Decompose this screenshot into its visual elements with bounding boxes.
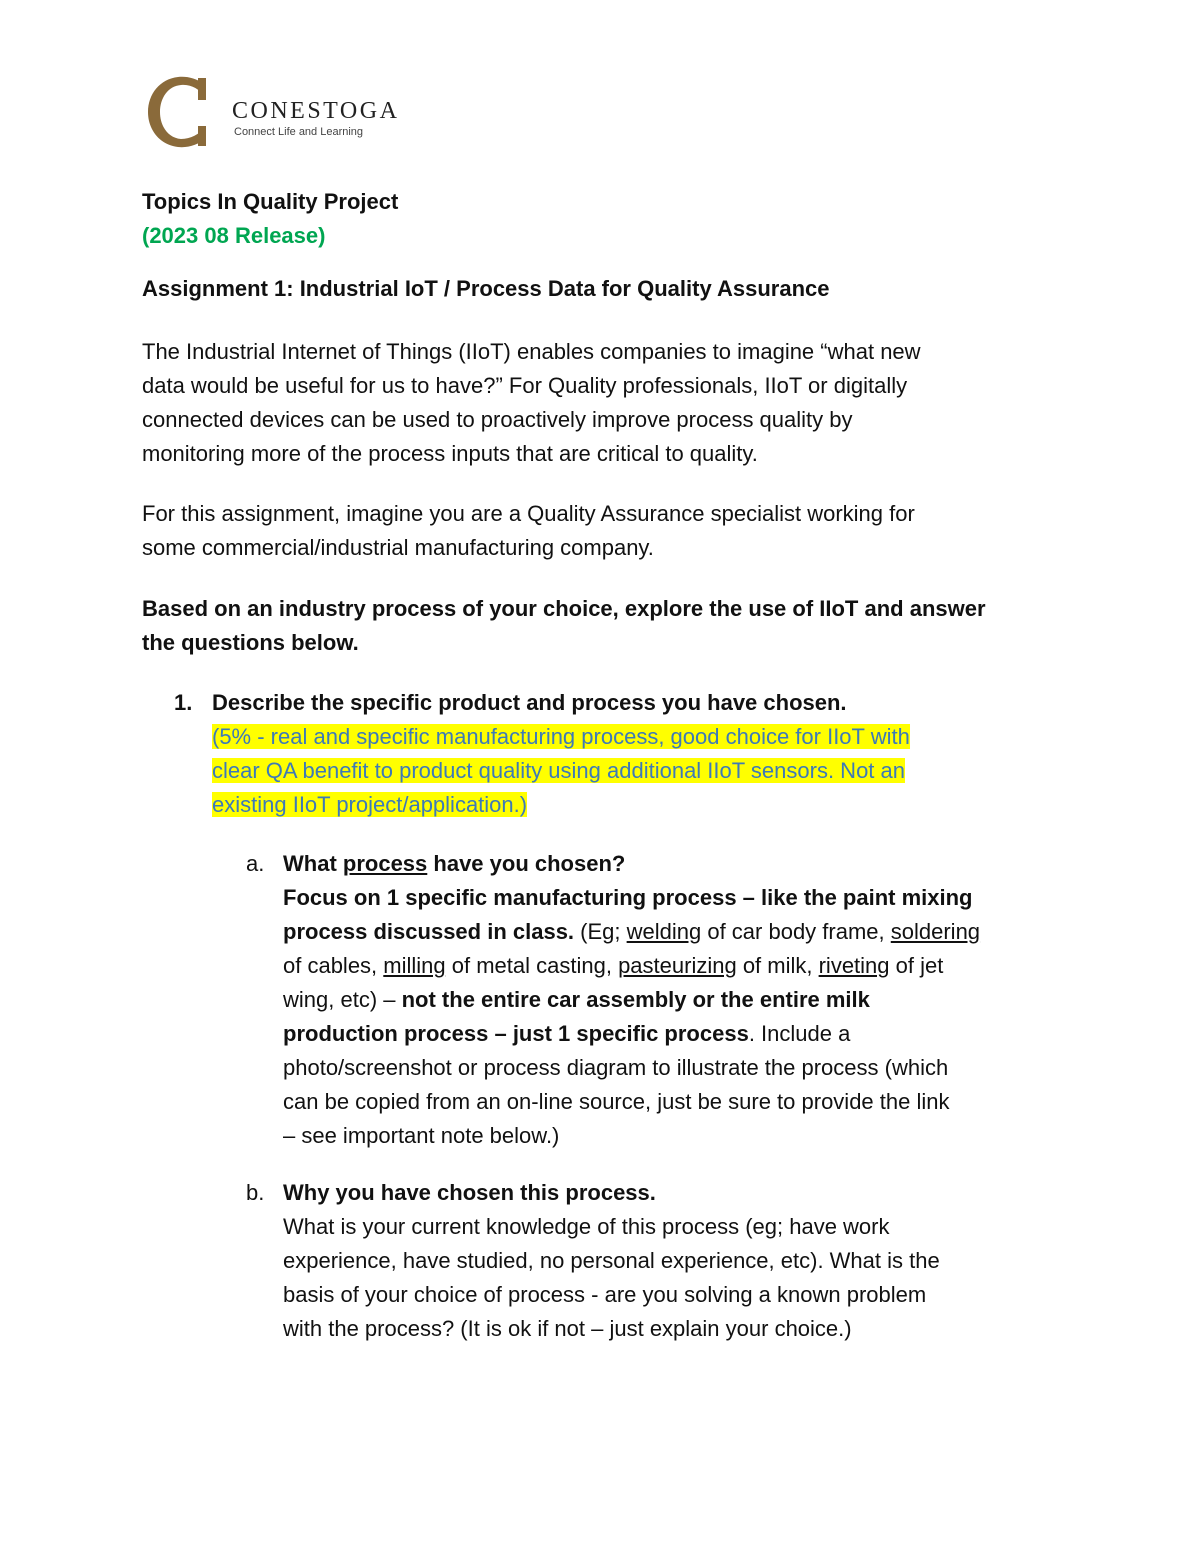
paragraph-line: The Industrial Internet of Things (IIoT) enables companies to imagine “what new bbox=[142, 339, 921, 364]
subitem-a-line: of cables, milling of metal casting, pasteurizing of milk, riveting of jet bbox=[283, 953, 944, 978]
release-label: (2023 08 Release) bbox=[142, 223, 326, 248]
rubric-line: (5% - real and specific manufacturing process, good choice for IIoT with bbox=[212, 724, 910, 749]
subitem-letter-a: a. bbox=[246, 851, 265, 876]
subitem-a-line: can be copied from an on-line source, just be sure to provide the link bbox=[283, 1089, 950, 1114]
logo-tagline: Connect Life and Learning bbox=[234, 126, 364, 138]
subitem-a-line: process discussed in class. (Eg; welding of car body frame, soldering bbox=[283, 919, 981, 944]
paragraph-line: the questions below. bbox=[142, 630, 359, 655]
subitem-letter-b: b. bbox=[246, 1180, 265, 1205]
subitem-a-line: wing, etc) – not the entire car assembly or the entire milk bbox=[283, 987, 870, 1012]
rubric-line: clear QA benefit to product quality using additional IIoT sensors. Not an bbox=[212, 758, 905, 783]
paragraph-line: some commercial/industrial manufacturing company. bbox=[142, 535, 654, 560]
subitem-b-heading: Why you have chosen this process. bbox=[283, 1180, 656, 1205]
subitem-a-heading: What process have you chosen? bbox=[283, 851, 626, 876]
intro-paragraph bbox=[142, 335, 1062, 471]
subitem-b-line: basis of your choice of process - are you solving a known problem bbox=[283, 1282, 927, 1307]
subitem-b-line: with the process? (It is ok if not – just explain your choice.) bbox=[283, 1316, 852, 1341]
assignment-heading: Assignment 1: Industrial IoT / Process Data for Quality Assurance bbox=[142, 276, 830, 301]
paragraph-line: monitoring more of the process inputs that are critical to quality. bbox=[142, 441, 758, 466]
paragraph-line: data would be useful for us to have?” For Quality professionals, IIoT or digitally bbox=[142, 373, 908, 398]
subitem-a bbox=[283, 847, 1063, 1153]
rubric-note bbox=[212, 720, 1032, 822]
subitem-a-line: – see important note below.) bbox=[283, 1123, 560, 1148]
subitem-b-line: experience, have studied, no personal experience, etc). What is the bbox=[283, 1248, 940, 1273]
rubric-line: existing IIoT project/application.) bbox=[212, 792, 528, 817]
paragraph-line: connected devices can be used to proactively improve process quality by bbox=[142, 407, 853, 432]
subitem-a-focus: Focus on 1 specific manufacturing process – like the paint mixing bbox=[283, 885, 973, 910]
conestoga-logo bbox=[146, 76, 416, 150]
question-heading: Describe the specific product and process you have chosen. bbox=[212, 690, 847, 715]
context-paragraph bbox=[142, 497, 1062, 565]
document-title: Topics In Quality Project bbox=[142, 189, 399, 214]
subitem-b-line: What is your current knowledge of this process (eg; have work bbox=[283, 1214, 890, 1239]
conestoga-c-icon bbox=[146, 76, 212, 148]
subitem-b bbox=[283, 1176, 1063, 1346]
subitem-a-line: photo/screenshot or process diagram to illustrate the process (which bbox=[283, 1055, 949, 1080]
paragraph-line: For this assignment, imagine you are a Quality Assurance specialist working for bbox=[142, 501, 915, 526]
instruction-paragraph bbox=[142, 592, 1062, 660]
question-number: 1. bbox=[174, 690, 193, 715]
paragraph-line: Based on an industry process of your choice, explore the use of IIoT and answer bbox=[142, 596, 986, 621]
logo-wordmark: CONESTOGA bbox=[232, 98, 400, 124]
subitem-a-line: production process – just 1 specific process. Include a bbox=[283, 1021, 851, 1046]
